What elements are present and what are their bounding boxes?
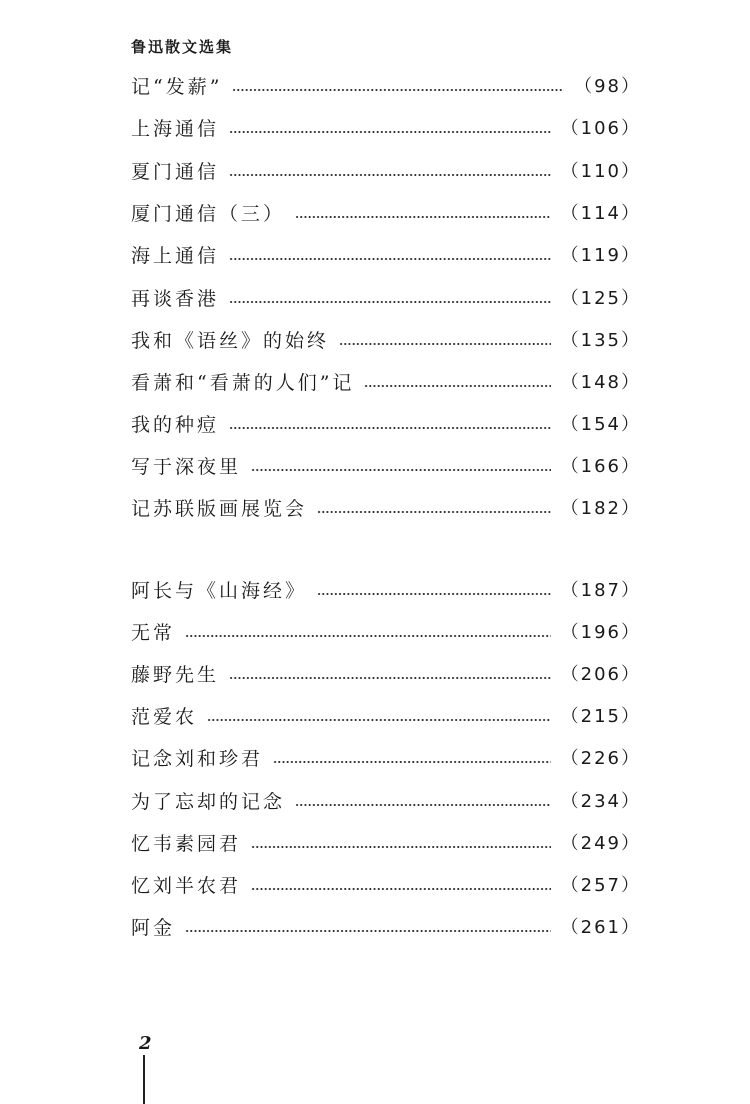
dot-leader	[339, 342, 551, 346]
folio-rule	[143, 1055, 145, 1104]
dot-leader	[232, 88, 564, 92]
toc-entry-page: （135）	[560, 330, 641, 351]
toc-entry-page: （234）	[560, 791, 641, 812]
toc-entry-page: （98）	[574, 76, 641, 97]
toc-entry-page: （196）	[560, 622, 641, 643]
toc-entry-page: （261）	[560, 917, 641, 938]
toc-entry	[131, 494, 641, 524]
toc-entry-title: 阿金	[131, 917, 176, 939]
toc-entry	[131, 618, 641, 648]
toc-entry-title: 厦门通信（三）	[131, 203, 286, 225]
dot-leader	[295, 803, 551, 807]
dot-leader	[317, 510, 551, 514]
toc-entry-page: （125）	[560, 288, 641, 309]
dot-leader	[251, 887, 551, 891]
toc-entry-title: 我和《语丝》的始终	[131, 330, 330, 352]
toc-entry-title: 忆刘半农君	[131, 875, 242, 897]
toc-entry	[131, 744, 641, 774]
running-head: 鲁迅散文选集	[131, 38, 234, 56]
dot-leader	[229, 300, 551, 304]
toc-entry-title: 记念刘和珍君	[131, 748, 264, 770]
toc-entry	[131, 241, 641, 271]
toc-entry-title: 阿长与《山海经》	[131, 580, 308, 602]
toc-entry-title: 无常	[131, 622, 176, 644]
toc-entry	[131, 913, 641, 943]
toc-entry-title: 夏门通信	[131, 161, 220, 183]
toc-entry-page: （148）	[560, 372, 641, 393]
toc-entry-title: 记“发薪”	[131, 76, 223, 98]
dot-leader	[229, 173, 551, 177]
toc-entry	[131, 199, 641, 229]
dot-leader	[251, 468, 551, 472]
toc-entry	[131, 157, 641, 187]
toc-entry-page: （110）	[560, 161, 641, 182]
toc-entry-page: （226）	[560, 748, 641, 769]
dot-leader	[185, 929, 551, 933]
toc-entry	[131, 702, 641, 732]
toc-entry-page: （206）	[560, 664, 641, 685]
toc-entry-title: 看萧和“看萧的人们”记	[131, 372, 355, 394]
toc-entry-page: （119）	[560, 245, 641, 266]
toc-entry-page: （249）	[560, 833, 641, 854]
page-number: 2	[139, 1033, 152, 1054]
dot-leader	[207, 718, 551, 722]
toc-entry	[131, 368, 641, 398]
toc-entry	[131, 660, 641, 690]
dot-leader	[229, 426, 551, 430]
toc-entry-title: 再谈香港	[131, 288, 220, 310]
dot-leader	[273, 760, 551, 764]
toc-entry	[131, 114, 641, 144]
toc-entry	[131, 787, 641, 817]
toc-entry-page: （257）	[560, 875, 641, 896]
toc-entry	[131, 72, 641, 102]
toc-entry-page: （114）	[560, 203, 641, 224]
dot-leader	[229, 676, 551, 680]
dot-leader	[251, 845, 551, 849]
toc-entry	[131, 829, 641, 859]
dot-leader	[229, 257, 551, 261]
toc-entry-page: （106）	[560, 118, 641, 139]
toc-entry-title: 我的种痘	[131, 414, 220, 436]
toc-entry-title: 为了忘却的记念	[131, 791, 286, 813]
toc-entry-title: 海上通信	[131, 245, 220, 267]
toc-entry-page: （215）	[560, 706, 641, 727]
dot-leader	[229, 130, 551, 134]
toc-entry-title: 藤野先生	[131, 664, 220, 686]
toc-entry-title: 上海通信	[131, 118, 220, 140]
toc-entry	[131, 576, 641, 606]
toc-entry-title: 忆韦素园君	[131, 833, 242, 855]
toc-entry	[131, 452, 641, 482]
toc-entry	[131, 871, 641, 901]
toc-entry-title: 记苏联版画展览会	[131, 498, 308, 520]
toc-entry	[131, 284, 641, 314]
toc-entry	[131, 326, 641, 356]
dot-leader	[364, 384, 550, 388]
toc-entry-page: （182）	[560, 498, 641, 519]
toc-entry-page: （166）	[560, 456, 641, 477]
dot-leader	[185, 634, 551, 638]
dot-leader	[317, 592, 551, 596]
toc-entry-page: （187）	[560, 580, 641, 601]
toc-entry-title: 写于深夜里	[131, 456, 242, 478]
toc-entry-title: 范爱农	[131, 706, 198, 728]
dot-leader	[295, 215, 551, 219]
toc-entry-page: （154）	[560, 414, 641, 435]
toc-entry	[131, 410, 641, 440]
